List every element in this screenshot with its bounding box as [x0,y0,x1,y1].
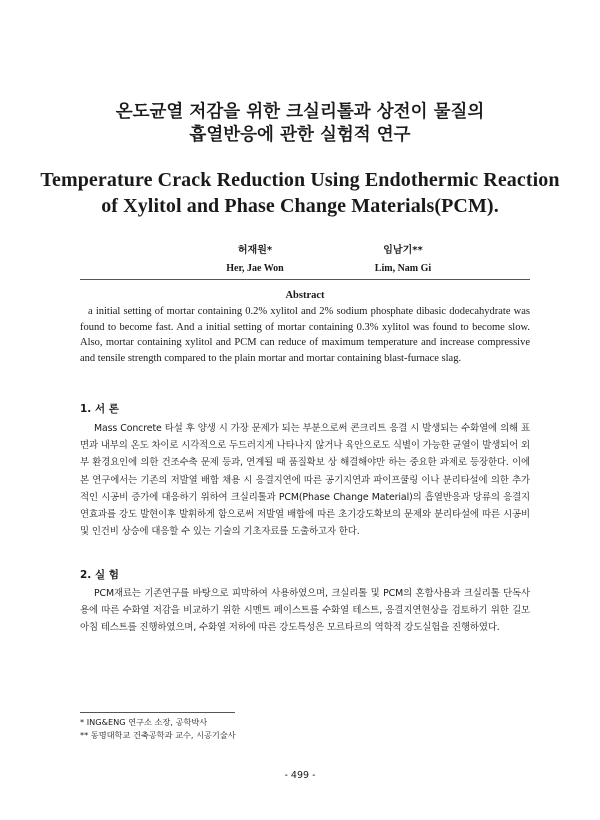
footnote-divider [80,712,235,713]
section-body-experiment: PCM재료는 기존연구를 바탕으로 피막하여 사용하였으며, 크실리톨 및 PCM의 혼합사용과 크실리톨 단독사용에 따른 수화열 저감을 비교하기 위한 시멘트 페이스트를 수화열 테스트, 응결지연현상을 검토하기 위한 길모아침 테스트를 진행하였으며, 수화열 저하에 따른 강도특성은 모르타르의 역학적 강도실험을 진행하였다. [80,588,530,634]
author-1 [200,244,310,275]
page-number: - 499 - [284,770,316,781]
title-korean-line-2: 흡열반응에 관한 실험적 연구 [189,125,411,145]
section-heading-introduction: 1. 서 론 [80,403,119,415]
title-english-line-2: of Xylitol and Phase Change Materials(PCM). [101,195,499,217]
author-1-name-korean: 허재원* [237,245,273,256]
abstract-heading: Abstract [285,290,325,301]
abstract-text: a initial setting of mortar containing 0.2% xylitol and 2% sodium phosphate dibasic dodecahydrate was found to become fast. And a initial setting of mortar containing 0.3% xylitol was found to become slow. Also, mortar containing xylitol and PCM can reduce of maximum temperature and increase compressive and tensile strength compared to the plain mortar and mortar containing blast-furnace slag. [80,306,530,364]
section-heading-experiment: 2. 실 험 [80,569,119,581]
author-2 [348,244,458,275]
author-1-name-english: Her, Jae Won [226,263,284,274]
title-korean-line-1: 온도균열 저감을 위한 크실리톨과 상전이 물질의 [115,102,485,122]
author-2-name-korean: 임남기** [383,245,423,256]
abstract-divider [80,279,530,280]
footnote-1: * ING&ENG 연구소 소장, 공학박사 [80,717,208,727]
section-body-introduction: Mass Concrete 타설 후 양생 시 가장 문제가 되는 부분으로써 콘크리트 응결 시 발생되는 수화열에 의해 표면과 내부의 온도 차이로 시각적으로 두드러지게 나타나지 않거나 육안으로도 식별이 가능한 균열이 발생되어 외부 환경요인에 의한 건조수축 문제 등과, 연계될 때 품질확보 상 해결해야만 하는 중요한 과제로 등장한다. 이에 본 연구에서는 기존의 저발열 배합 채용 시 응결지연에 따른 공기지연과 파이프쿨링 이나 분리타설에 의한 추가적인 시공비 증가에 대응하기 위하여 크실리톨과 PCM(Phase Change Material)의 흡열반응과 당류의 응결지연효과를 강도 발현이후 발휘하게 함으로써 저발열 배합에 따른 초기강도확보의 문제와 분리타설에 따른 시공비 및 인건비 상승에 대응할 수 있는 기술의 기초자료를 도출하고자 한다. [80,423,530,538]
footnote-2: ** 동명대학교 건축공학과 교수, 시공기술사 [80,730,236,740]
author-2-name-english: Lim, Nam Gi [374,263,432,274]
title-english-line-1: Temperature Crack Reduction Using Endothermic Reaction [40,169,560,191]
